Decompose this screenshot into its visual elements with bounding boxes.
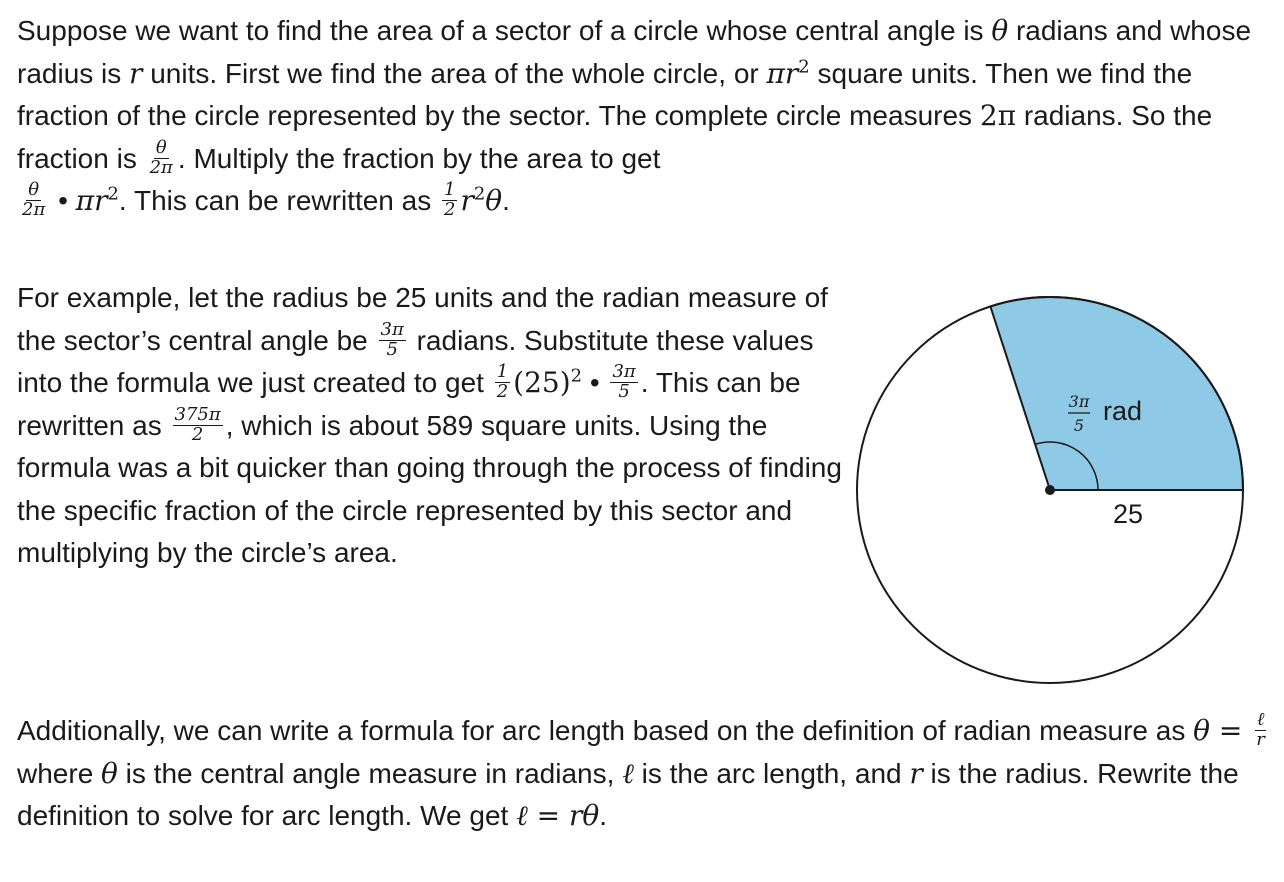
fraction-375pi-over-2: $\frac{375\pi}{2}$: [174, 403, 221, 445]
center-point: [1045, 485, 1055, 495]
angle-label-unit: rad: [1103, 396, 1143, 426]
paragraph-example: For example, let the radius be 25 units and the radian measure of the sector’s central angle be $\frac{3\pi}{5}$ radians. Substitute these values into the formula we just created to get $\frac{1}{2}$ $(25)^2$ • $\frac{3\pi}{5}$ . This can be rewritten as $\frac{375\pi}{2}$ , which is about 589 square units. Using the formula was a bit quicker than going through the process of finding the specific fraction of the circle represented by this sector and multiplying by the circle’s area.: [17, 282, 842, 569]
sector-diagram: [850, 296, 1260, 688]
fraction-one-half-example: $\frac{1}{2}$: [496, 361, 509, 403]
fraction-3pi-over-5: $\frac{3\pi}{5}$: [380, 318, 404, 360]
paragraph-arc-length: Additionally, we can write a formula for arc length based on the definition of radian measure as θ = $\frac{\text{ℓ}}{r}$ where θ is the central angle measure in radians, ℓ is the arc length, and r is the radius. Rewrite the definition to solve for arc length. We get ℓ = rθ.: [17, 709, 1265, 833]
radius-label: 25: [1112, 499, 1144, 529]
angle-label-numerator: 3π: [1068, 392, 1090, 411]
theta-symbol: θ: [991, 14, 1009, 47]
paragraph-sector-area-derivation: Suppose we want to find the area of a sector of a circle whose central angle is θ radians and whose radius is r units. First we find the area of the whole circle, or $\pi r^2$ square units. Then we find the fraction of the circle represented by the sector. The complete circle measures 2π radians. So the fraction is $\frac{\theta}{2\pi}$ . Multiply the fraction by the area to get $\frac{\theta}{2\pi}$ • $\pi r^2$. This can be rewritten as $\frac{1}{2}$ $r^2\theta$.: [17, 14, 1252, 221]
fraction-theta-over-2pi-second: $\frac{\theta}{2\pi}$: [22, 179, 46, 221]
angle-label-denominator: 5: [1073, 416, 1085, 435]
fraction-one-half: $\frac{1}{2}$: [444, 179, 456, 221]
r-symbol: r: [129, 56, 143, 90]
fraction-theta-over-2pi: $\frac{\theta}{2\pi}$: [149, 136, 173, 178]
fraction-ell-over-r: $\frac{\text{ℓ}}{r}$: [1256, 709, 1265, 751]
fraction-3pi-over-5-example: $\frac{3\pi}{5}$: [612, 361, 636, 403]
shaded-sector: [990, 297, 1243, 490]
